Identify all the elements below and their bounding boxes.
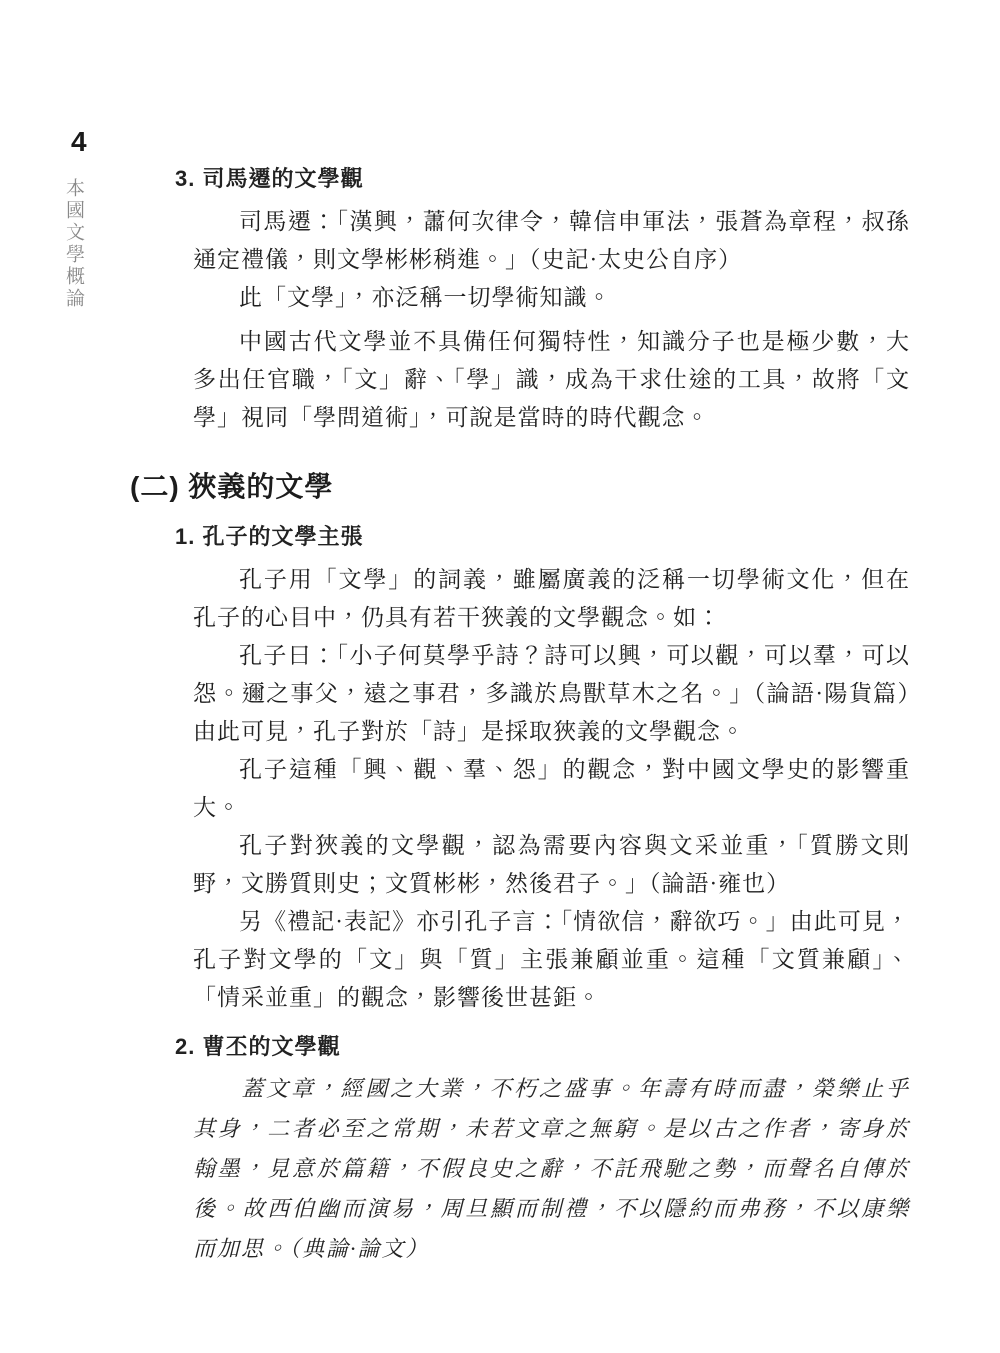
- heading-confucius-view: 1. 孔子的文學主張: [175, 524, 364, 549]
- paragraph-sima-qian-quote: 司馬遷：「漢興，蕭何次律令，韓信申軍法，張蒼為章程，叔孫通定禮儀，則文學彬彬稍進。」（史記·太史公自序）: [193, 209, 910, 272]
- paragraph-confucius-term: 孔子用「文學」的詞義，雖屬廣義的泛稱一切學術文化，但在孔子的心目中，仍具有若干狹義的文學觀念。如：: [193, 567, 910, 630]
- paragraph-liji-biaoji: 另《禮記·表記》亦引孔子言：「情欲信，辭欲巧。」由此可見，孔子對文學的「文」與「質」主張兼顧並重。這種「文質兼顧」、「情采並重」的觀念，影響後世甚鉅。: [193, 909, 910, 1010]
- page-number: 4: [71, 126, 87, 157]
- paragraph-xing-guan-qun-yuan: 孔子這種「興、觀、羣、怨」的觀念，對中國文學史的影響重大。: [193, 757, 910, 820]
- paragraph-dianlun-lunwen-quote: 蓋文章，經國之大業，不朽之盛事。年壽有時而盡，榮樂止乎其身，二者必至之常期，未若文章之無窮。是以古之作者，寄身於翰墨，見意於篇籍，不假良史之辭，不託飛馳之勢，而聲名自傳於後。故西伯幽而演易，周旦顯而制禮，不以隱約而弗務，不以康樂而加思。（典論·論文）: [193, 1076, 910, 1261]
- paragraph-literature-meaning: 此「文學」，亦泛稱一切學術知識。: [239, 285, 612, 310]
- paragraph-ancient-literature: 中國古代文學並不具備任何獨特性，知識分子也是極少數，大多出任官職，「文」辭、「學」識，成為干求仕途的工具，故將「文學」視同「學問道術」，可說是當時的時代觀念。: [193, 329, 910, 430]
- heading-sima-qian-view: 3. 司馬遷的文學觀: [175, 166, 364, 191]
- heading-narrow-literature: (二) 狹義的文學: [130, 471, 334, 502]
- paragraph-content-and-style: 孔子對狹義的文學觀，認為需要內容與文采並重，「質勝文則野，文勝質則史；文質彬彬，然後君子。」（論語·雍也）: [193, 833, 910, 896]
- heading-cao-pi-view: 2. 曹丕的文學觀: [175, 1034, 341, 1059]
- main-content: [130, 163, 910, 1269]
- paragraph-confucius-poetry-quote: 孔子曰：「小子何莫學乎詩？詩可以興，可以觀，可以羣，可以怨。邇之事父，遠之事君，多識於鳥獸草木之名。」（論語·陽貨篇）由此可見，孔子對於「詩」是採取狹義的文學觀念。: [193, 643, 910, 744]
- book-title-vertical: 本國文學概論: [63, 178, 84, 310]
